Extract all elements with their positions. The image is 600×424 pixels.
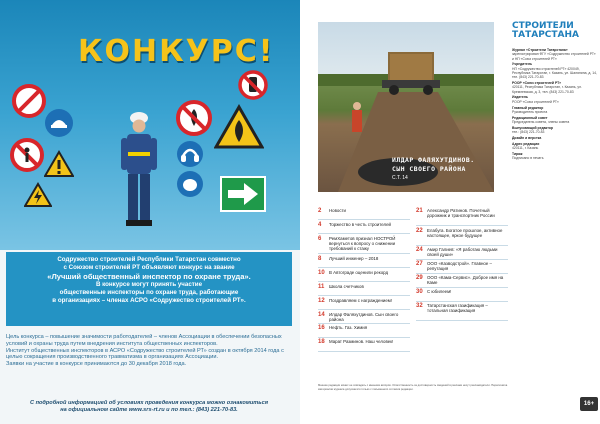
right-page bbox=[300, 0, 600, 424]
exit-arrow-sign-icon bbox=[220, 176, 266, 212]
contest-footer bbox=[6, 400, 292, 414]
no-entry-sign-icon bbox=[12, 84, 46, 118]
announcement-box bbox=[6, 252, 292, 326]
toc-item[interactable]: 16 Нефть. Газ. Химия bbox=[318, 325, 410, 337]
body-paragraph: Заявки на участие в конкурсе принимаются до 30 декабря 2018 года. bbox=[6, 361, 187, 368]
magazine-title-line2: ТАТАРСТАНА bbox=[512, 30, 580, 40]
announcement-line: с Союзом строителей РТ объявляют конкурс на звание bbox=[63, 264, 235, 271]
cover-caption-line2: СЫН СВОЕГО РАЙОНА bbox=[392, 165, 466, 173]
footer-line: на официальном сайте www.srs-rt.ru и по тел.: (843) 221-70-83. bbox=[60, 407, 238, 413]
toc-item[interactable]: 30 С юбилеем! bbox=[416, 289, 508, 301]
toc-column-right bbox=[416, 208, 508, 323]
imprint-entry: Журнал «Строители Татарстана» зарегистрирован ФГУ «Содружество строителей РТ» и НП «Союз строителей РТ» bbox=[512, 48, 596, 61]
body-paragraph: Институт общественных инспекторов в АСРО «Содружество строителей РТ» создан в октября 2014 года с целью сокращения производственного травматизма в организациях Ассоциации. bbox=[6, 347, 284, 361]
imprint-entry: Издатель РООР «Союз строителей РТ» bbox=[512, 95, 559, 104]
toc-item[interactable]: 32 Татарстанская газификация – тотальная газификация bbox=[416, 303, 508, 321]
announcement-line: Содружество строителей Республики Татарстан совместно bbox=[57, 256, 241, 263]
cover-page-ref: С.Т. 14 bbox=[392, 175, 408, 181]
imprint-entry: Выпускающий редактор тел.: (843) 221-70-83 bbox=[512, 125, 553, 135]
imprint-entry: Главный редактор Руководитель проекта bbox=[512, 105, 548, 114]
cover-photo bbox=[318, 22, 494, 192]
imprint-entry: РООР «Союз строителей РТ» 420111, Республика Татарстан, г. Казань, ул. Кремлевская, д. 3, тел. (843) 221-70-83 bbox=[512, 81, 582, 94]
electric-hazard-sign-icon bbox=[24, 182, 52, 208]
toc-item[interactable]: 8 Лучший инженер – 2018 bbox=[318, 256, 410, 268]
magazine-title bbox=[512, 22, 598, 40]
toc-item[interactable]: 4 Торжество в честь строителей bbox=[318, 222, 410, 234]
imprint-entry: Тираж Подписано в печать bbox=[512, 151, 544, 161]
contest-illustration bbox=[0, 0, 300, 250]
no-phone-sign-icon bbox=[238, 70, 268, 100]
contest-body-text bbox=[6, 334, 292, 368]
toc-column-left bbox=[318, 208, 410, 353]
warning-triangle-icon bbox=[44, 150, 74, 178]
footer-line: С подробной информацией об условиях проведения конкурса можно ознакомиться bbox=[30, 400, 268, 406]
imprint-entry: Адрес редакции 420111, г. Казань bbox=[512, 141, 540, 150]
toc-item[interactable]: 12 Поздравляем с награждением! bbox=[318, 298, 410, 310]
toc-item[interactable]: 22 Елабуга. Богатое прошлое, активное настоящее, яркое будущее bbox=[416, 228, 508, 246]
toc-item[interactable]: 6 РемХаметов признал НОСТРОЙ вернуться к вопросу о снижении требований к стажу bbox=[318, 236, 410, 254]
mandatory-helmet-sign-icon bbox=[44, 108, 74, 138]
toc-item[interactable]: 18 Марат Разминов. Наш человек! bbox=[318, 339, 410, 351]
imprint-entry: Дизайн и верстка bbox=[512, 135, 542, 140]
announcement-headline: «Лучший общественный инспектор по охране труда». bbox=[47, 272, 251, 281]
age-rating-badge: 16+ bbox=[580, 397, 598, 411]
flammable-sign-icon bbox=[214, 104, 264, 150]
announcement-line: В конкурсе могут принять участие bbox=[95, 281, 203, 288]
imprint-entry: Редакционный совет Председатель совета, члены совета bbox=[512, 115, 570, 124]
ear-protection-sign-icon bbox=[176, 140, 204, 168]
toc-item[interactable]: 2 Новости bbox=[318, 208, 410, 220]
cover-caption-line1: ИЛДАР ФАЛЯХУТДИНОВ. bbox=[392, 156, 475, 164]
publication-notes: Мнение редакции может не совпадать с мнением авторов. Ответственность за достоверность сведений в рекламе несут рекламодатели. Перепечатка материалов журнала допускается только с письменного согласия редакции. bbox=[318, 384, 508, 391]
toc-item[interactable]: 24 Амир Галиев: «Я работаю людьми своей души» bbox=[416, 247, 508, 259]
toc-item[interactable]: 14 Илдар Фаляхутдинов. Сын своего района bbox=[318, 312, 410, 324]
contest-title: КОНКУРС! bbox=[78, 34, 275, 69]
toc-item[interactable]: 21 Александр Ратинов. Почетный дорожник и транспортник России bbox=[416, 208, 508, 226]
toc-item[interactable]: 27 ООО «Казводстрой». Главное – репутация bbox=[416, 261, 508, 273]
toc-item[interactable]: 10 В Автограде оценили рекорд bbox=[318, 270, 410, 282]
toc-item[interactable]: 29 ООО «Кама-Сервис». Доброе имя на Каме bbox=[416, 275, 508, 287]
announcement-line: в организациях – членах АСРО «Содружество строителей РТ». bbox=[52, 297, 246, 304]
no-fire-sign-icon bbox=[176, 100, 212, 136]
imprint-entry: Учредитель НП «Содружество строителей РТ» 420049, Республика Татарстан, г. Казань, ул. Шаляпина, д. 14, тел. (843) 221-70-83 bbox=[512, 62, 597, 80]
announcement-line: общественные инспекторы по охране труда, работающие bbox=[59, 289, 239, 296]
body-paragraph: Цель конкурса – повышение значимости работодателей – членов Ассоциации в обеспечении безопасных условий и охраны труда путем внедрения института общественных инспекторов. bbox=[6, 334, 282, 347]
toc-item[interactable]: 11 Школа счетчиков bbox=[318, 284, 410, 296]
no-passage-sign-icon bbox=[10, 138, 44, 172]
imprint-block bbox=[512, 48, 598, 162]
magazine-title-line1: СТРОИТЕЛИ bbox=[512, 21, 574, 31]
worker-figure-icon bbox=[118, 108, 160, 228]
mask-sign-icon bbox=[176, 170, 204, 198]
